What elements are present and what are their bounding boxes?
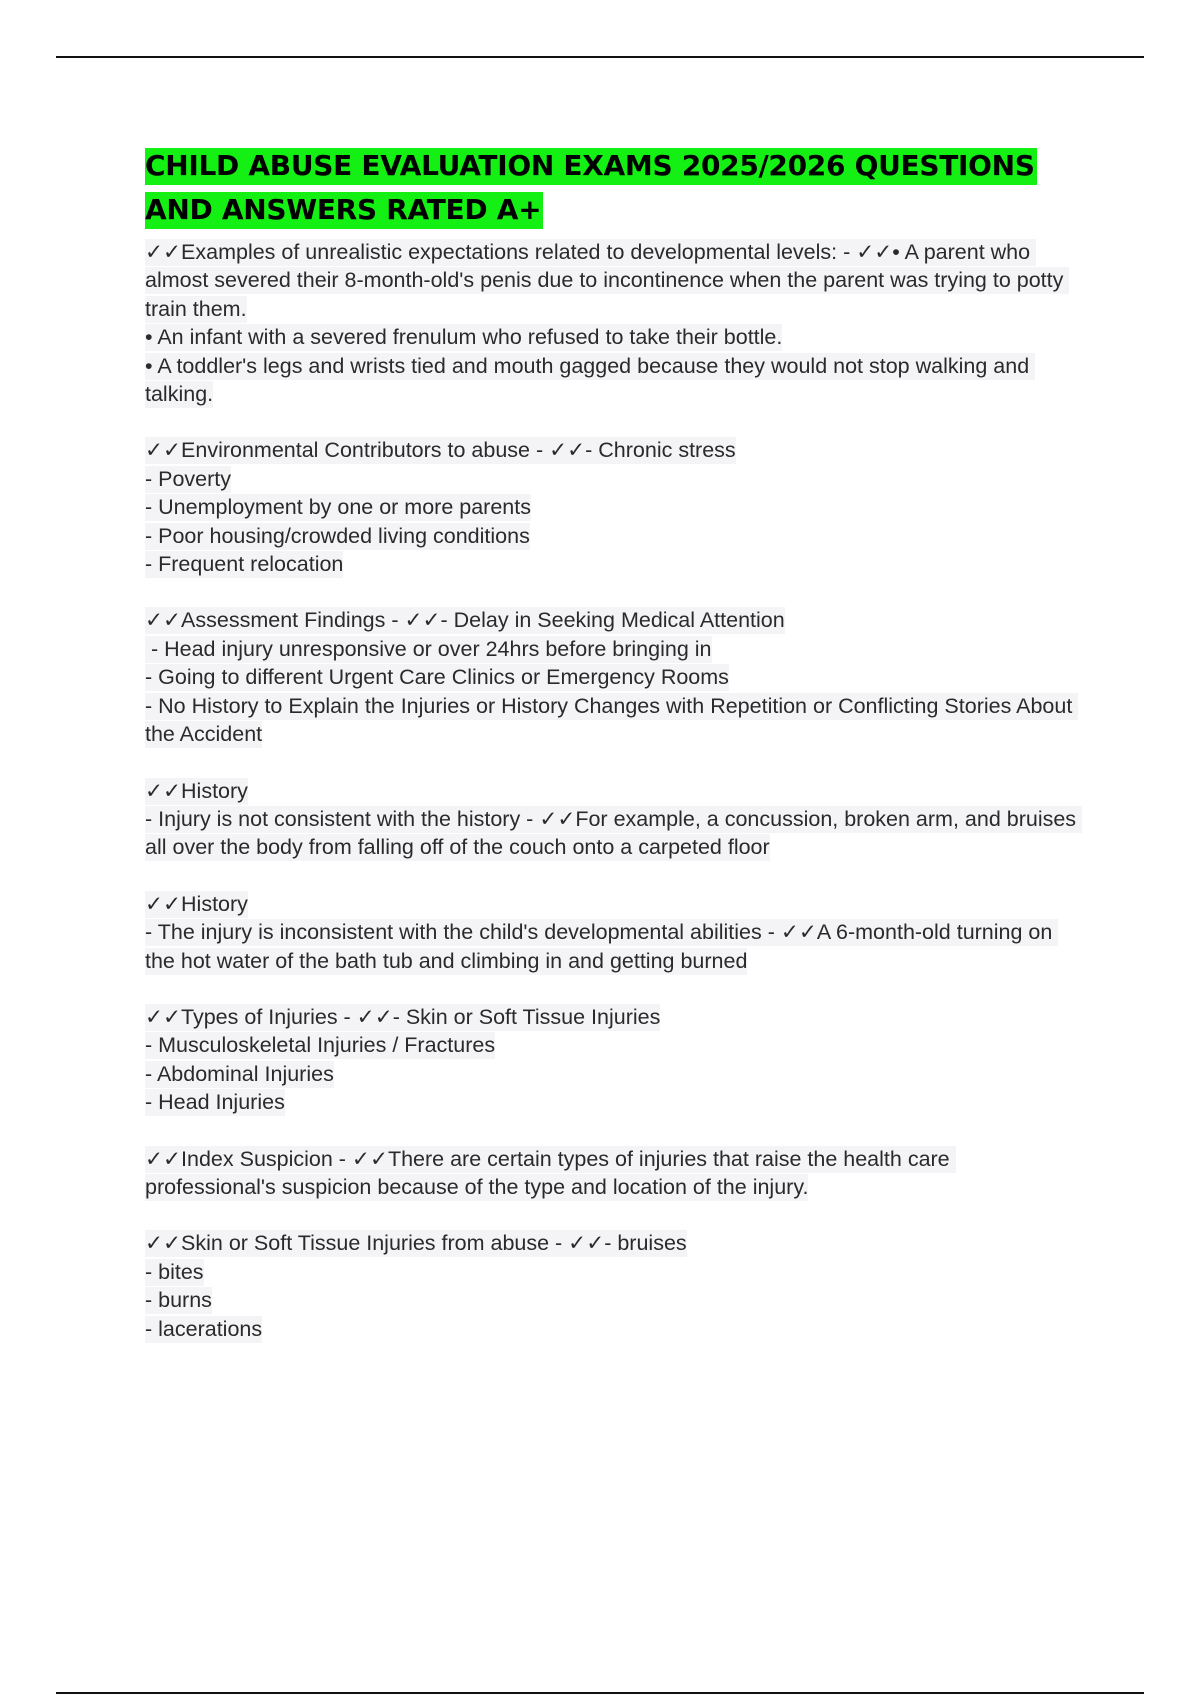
qa-line (145, 1229, 1085, 1257)
qa-block-assessment-findings (145, 606, 1085, 748)
qa-block-unrealistic-expectations (145, 238, 1085, 408)
qa-line-text: ✓✓History (145, 778, 248, 803)
qa-line-text: ✓✓Skin or Soft Tissue Injuries from abuse - ✓✓- bruises (145, 1231, 687, 1256)
top-page-rule (56, 56, 1144, 58)
qa-line-text: ✓✓Environmental Contributors to abuse - ✓✓- Chronic stress (145, 438, 736, 463)
qa-line-text: ✓✓Assessment Findings - ✓✓- Delay in Seeking Medical Attention (145, 608, 785, 633)
qa-line-text: ✓✓Types of Injuries - ✓✓- Skin or Soft Tissue Injuries (145, 1004, 661, 1029)
qa-line (145, 1258, 1085, 1286)
qa-block-skin-soft-tissue-injuries (145, 1229, 1085, 1343)
qa-line (145, 465, 1085, 493)
qa-line (145, 777, 1085, 805)
qa-block-history-1 (145, 777, 1085, 862)
qa-line-text: - Injury is not consistent with the history - ✓✓For example, a concussion, broken arm, and bruises all over the body from falling off of the couch onto a carpeted floor (145, 806, 1083, 860)
qa-line-text: - The injury is inconsistent with the child's developmental abilities - ✓✓A 6-month-old turning on the hot water of the bath tub and climbing in and getting burned (145, 920, 1059, 973)
qa-line-text: - lacerations (145, 1316, 263, 1341)
qa-block-history-2 (145, 890, 1085, 975)
qa-line (145, 1286, 1085, 1314)
qa-line (145, 805, 1085, 862)
qa-line (145, 890, 1085, 918)
qa-line-text: - bites (145, 1259, 204, 1284)
qa-line (145, 1088, 1085, 1116)
qa-line-text: - Head injury unresponsive or over 24hrs before bringing in (145, 636, 712, 661)
qa-line (145, 436, 1085, 464)
document-body (145, 144, 1085, 1371)
qa-line (145, 550, 1085, 578)
qa-line-text: - Musculoskeletal Injuries / Fractures (145, 1033, 496, 1058)
qa-line-text: - Poor housing/crowded living conditions (145, 523, 530, 548)
qa-line-text: - Unemployment by one or more parents (145, 495, 531, 520)
qa-line-text: ✓✓Index Suspicion - ✓✓There are certain types of injuries that raise the health care professional's suspicion because of the type and location of the injury. (145, 1146, 956, 1199)
bottom-page-rule (56, 1692, 1144, 1694)
page-title-text: CHILD ABUSE EVALUATION EXAMS 2025/2026 QUESTIONS AND ANSWERS RATED A+ (145, 148, 1037, 229)
qa-line (145, 635, 1085, 663)
qa-line-text: - Head Injuries (145, 1090, 285, 1115)
qa-line (145, 238, 1085, 323)
qa-line-text: - Frequent relocation (145, 552, 344, 577)
qa-line-text: - burns (145, 1288, 212, 1313)
qa-line (145, 522, 1085, 550)
qa-line (145, 606, 1085, 634)
qa-line-text: ✓✓History (145, 891, 248, 916)
qa-block-types-of-injuries (145, 1003, 1085, 1117)
qa-line (145, 1060, 1085, 1088)
qa-line-text: - Abdominal Injuries (145, 1061, 334, 1086)
qa-line (145, 918, 1085, 975)
qa-line (145, 663, 1085, 691)
qa-line-text: - No History to Explain the Injuries or History Changes with Repetition or Conflicting Stories About the Accident (145, 693, 1079, 747)
qa-line-text: ✓✓Examples of unrealistic expectations related to developmental levels: - ✓✓• A parent who almost severed their 8-month-old's penis due to incontinence when the parent was trying to potty train them. (145, 240, 1070, 321)
qa-block-environmental-contributors (145, 436, 1085, 578)
qa-line (145, 1031, 1085, 1059)
qa-line (145, 1003, 1085, 1031)
qa-line (145, 1315, 1085, 1343)
qa-line-text: - Going to different Urgent Care Clinics or Emergency Rooms (145, 665, 729, 690)
qa-line (145, 352, 1085, 409)
qa-line (145, 692, 1085, 749)
qa-line-text: • An infant with a severed frenulum who refused to take their bottle. (145, 325, 783, 350)
qa-line (145, 1145, 1085, 1202)
qa-line (145, 493, 1085, 521)
qa-block-index-suspicion (145, 1145, 1085, 1202)
page-title (145, 144, 1085, 232)
qa-line-text: • A toddler's legs and wrists tied and mouth gagged because they would not stop walking and talking. (145, 353, 1036, 407)
qa-line (145, 323, 1085, 351)
qa-line-text: - Poverty (145, 466, 232, 491)
